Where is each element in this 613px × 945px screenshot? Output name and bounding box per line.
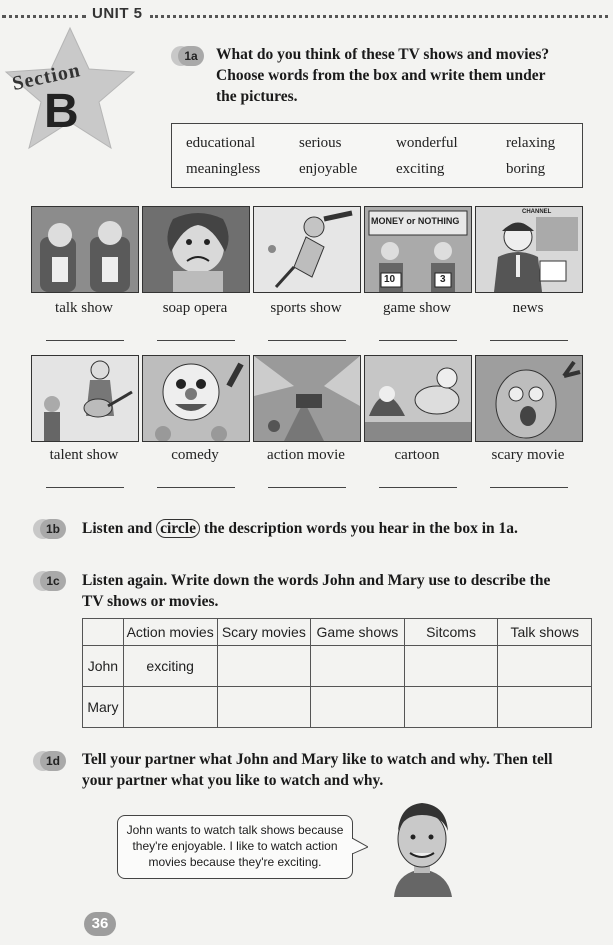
word-box-word: boring [506,161,546,177]
news-sign: CHANNEL [522,209,552,215]
answer-line[interactable] [157,487,235,488]
exercise-1c-instruction-line2: TV shows or movies. [82,593,219,610]
table-header-row [83,619,592,646]
table-cell[interactable] [311,646,405,687]
game-show-score: 3 [440,274,446,285]
exercise-1b-text-before: Listen and [82,520,153,537]
word-box-word: exciting [396,161,445,177]
exercise-1d-badge: 1d [40,751,66,771]
table-cell[interactable] [217,687,311,728]
section-label: Section [10,59,83,95]
table-header-cell [83,619,124,646]
table-cell[interactable]: exciting [123,646,217,687]
picture-sports-show [253,206,361,293]
answer-line[interactable] [46,340,124,341]
exercise-1b-instruction [82,518,518,539]
picture-soap-opera [142,206,250,293]
caption-soap-opera: soap opera [162,300,228,316]
caption-talent-show: talent show [49,447,119,463]
caption-news: news [512,300,544,316]
answer-line[interactable] [268,487,346,488]
game-show-sign: MONEY or NOTHING [371,216,460,226]
word-box-word: serious [299,135,342,151]
picture-comedy [142,355,250,442]
table-row-label: John [83,646,124,687]
exercise-1b-badge: 1b [40,519,66,539]
picture-action-movie [253,355,361,442]
picture-news [475,206,583,293]
speech-bubble-tail [352,838,368,856]
answer-line[interactable] [46,487,124,488]
caption-cartoon: cartoon [394,447,440,463]
answer-line[interactable] [379,340,457,341]
table-cell[interactable] [217,646,311,687]
table-header-cell: Game shows [311,619,405,646]
table-row-label: Mary [83,687,124,728]
picture-talent-show [31,355,139,442]
word-box-word: educational [186,135,256,151]
caption-scary-movie: scary movie [491,447,565,463]
exercise-1c-instruction-line1: Listen again. Write down the words John and Mary use to describe the [82,572,551,589]
caption-action-movie: action movie [267,447,345,463]
caption-talk-show: talk show [55,300,113,316]
table-header-cell: Talk shows [498,619,592,646]
answer-line[interactable] [490,340,568,341]
answer-line[interactable] [379,487,457,488]
table-header-cell: Action movies [123,619,217,646]
caption-sports-show: sports show [270,300,342,316]
table-cell[interactable] [498,646,592,687]
table-header-cell: Scary movies [217,619,311,646]
description-table [82,618,592,728]
speech-bubble [117,815,353,879]
page-number: 36 [84,912,116,936]
table-cell[interactable] [123,687,217,728]
exercise-1d-instruction-line2: your partner what you like to watch and why. [82,772,384,789]
word-box-word: meaningless [186,161,261,177]
picture-scary-movie [475,355,583,442]
picture-talk-show [31,206,139,293]
caption-comedy: comedy [171,447,219,463]
exercise-1a-instruction-line1: What do you think of these TV shows and movies? [216,46,550,63]
picture-game-show [364,206,472,293]
exercise-1a-badge: 1a [178,46,204,66]
word-box-word: relaxing [506,135,556,151]
game-show-score: 10 [384,274,396,285]
answer-line[interactable] [490,487,568,488]
speech-line: they're enjoyable. I like to watch action [132,839,338,853]
table-row [83,687,592,728]
answer-line[interactable] [268,340,346,341]
table-cell[interactable] [498,687,592,728]
exercise-1a-instruction-line3: the pictures. [216,88,298,105]
speech-line: John wants to watch talk shows because [126,823,344,837]
word-box-word: enjoyable [299,161,358,177]
table-cell[interactable] [404,646,498,687]
header-dotted-rule-right [150,15,608,18]
word-box [171,123,583,188]
table-cell[interactable] [311,687,405,728]
word-box-word: wonderful [396,135,458,151]
unit-label: UNIT 5 [92,5,143,22]
speech-line: movies because they're exciting. [148,855,322,869]
exercise-1c-badge: 1c [40,571,66,591]
section-letter: B [44,85,79,138]
boy-portrait [386,797,458,897]
caption-game-show: game show [383,300,451,316]
table-cell[interactable] [404,687,498,728]
table-header-cell: Sitcoms [404,619,498,646]
exercise-1a-instruction-line2: Choose words from the box and write them under [216,67,546,84]
exercise-1b-circled-word: circle [156,519,200,538]
exercise-1d-instruction-line1: Tell your partner what John and Mary like to watch and why. Then tell [82,751,553,768]
exercise-1b-text-after: the description words you hear in the box in 1a. [203,520,518,537]
table-row [83,646,592,687]
answer-line[interactable] [157,340,235,341]
picture-cartoon [364,355,472,442]
header-dotted-rule-left [2,15,86,18]
